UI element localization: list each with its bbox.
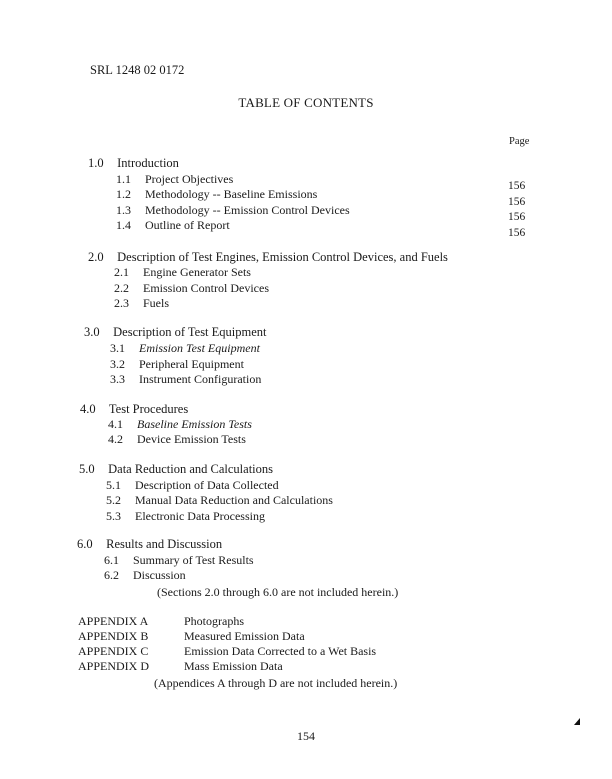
item-title: Peripheral Equipment — [139, 357, 244, 371]
section-number: 4.0 — [80, 402, 96, 416]
appendix-label: APPENDIX D — [78, 659, 150, 673]
page-ref: 156 — [508, 196, 526, 208]
section-title: Data Reduction and Calculations — [108, 462, 274, 476]
toc-item — [116, 219, 230, 231]
toc-item — [116, 204, 350, 216]
item-title: Description of Data Collected — [135, 478, 279, 492]
appendix-label: APPENDIX A — [78, 614, 149, 628]
toc-item — [116, 188, 317, 200]
item-number: 3.2 — [110, 357, 125, 371]
item-number: 6.2 — [104, 568, 119, 582]
item-title: Fuels — [143, 296, 170, 310]
item-title: Manual Data Reduction and Calculations — [135, 493, 333, 507]
section-number: 5.0 — [79, 462, 95, 476]
item-number: 4.2 — [108, 432, 123, 446]
item-title: Methodology -- Emission Control Devices — [145, 203, 350, 217]
section-number: 3.0 — [84, 325, 100, 339]
appendices-note: (Appendices A through D are not included herein.) — [154, 676, 398, 690]
sections-note: (Sections 2.0 through 6.0 are not included herein.) — [157, 585, 399, 599]
item-number: 5.2 — [106, 493, 121, 507]
appendix-title: Measured Emission Data — [184, 629, 305, 643]
item-title: Instrument Configuration — [139, 372, 262, 386]
item-title: Engine Generator Sets — [143, 265, 251, 279]
item-number: 1.4 — [116, 218, 131, 232]
item-number: 1.3 — [116, 203, 131, 217]
toc-item — [106, 479, 279, 491]
item-title: Summary of Test Results — [133, 553, 254, 567]
section-number: 1.0 — [88, 156, 104, 170]
section-title: Description of Test Engines, Emission Control Devices, and Fuels — [117, 250, 448, 264]
toc-item — [110, 342, 260, 354]
appendix-label: APPENDIX B — [78, 629, 149, 643]
toc-item — [110, 373, 261, 385]
item-title: Emission Control Devices — [143, 281, 269, 295]
corner-mark-icon — [574, 718, 580, 725]
item-title: Emission Test Equipment — [139, 341, 260, 355]
section-heading — [88, 251, 448, 264]
section-title: Introduction — [117, 156, 179, 170]
section-heading — [80, 403, 188, 416]
item-number: 5.1 — [106, 478, 121, 492]
toc-item — [106, 494, 333, 506]
toc-item — [116, 173, 233, 185]
page-ref: 156 — [508, 180, 526, 192]
toc-item — [108, 433, 246, 445]
toc-item — [108, 418, 252, 430]
page-number: 154 — [297, 729, 315, 743]
appendix-title: Mass Emission Data — [184, 659, 283, 673]
toc-item — [114, 266, 251, 278]
item-number: 1.1 — [116, 172, 131, 186]
item-title: Project Objectives — [145, 172, 234, 186]
section-title: Results and Discussion — [106, 537, 223, 551]
item-title: Outline of Report — [145, 218, 230, 232]
toc-item — [104, 569, 186, 581]
section-number: 2.0 — [88, 250, 104, 264]
section-heading — [79, 463, 273, 476]
section-heading — [88, 157, 179, 170]
appendix-title: Photographs — [184, 614, 244, 628]
document-id: SRL 1248 02 0172 — [90, 63, 185, 77]
section-heading — [84, 326, 267, 339]
item-title: Electronic Data Processing — [135, 509, 265, 523]
item-number: 2.2 — [114, 281, 129, 295]
page-ref: 156 — [508, 227, 526, 239]
toc-item — [114, 282, 269, 294]
item-number: 3.3 — [110, 372, 125, 386]
page-title: TABLE OF CONTENTS — [238, 95, 374, 110]
item-number: 1.2 — [116, 187, 131, 201]
section-title: Test Procedures — [108, 402, 189, 416]
item-title: Discussion — [133, 568, 186, 582]
item-title: Device Emission Tests — [137, 432, 246, 446]
page-column-header: Page — [509, 136, 530, 147]
item-title: Baseline Emission Tests — [137, 417, 252, 431]
item-number: 6.1 — [104, 553, 119, 567]
section-title: Description of Test Equipment — [113, 325, 267, 339]
page-ref: 156 — [508, 211, 526, 223]
section-heading — [77, 538, 222, 551]
appendix-title: Emission Data Corrected to a Wet Basis — [184, 644, 377, 658]
toc-item — [106, 510, 265, 522]
item-title: Methodology -- Baseline Emissions — [145, 187, 318, 201]
item-number: 3.1 — [110, 341, 125, 355]
toc-item — [110, 358, 244, 370]
item-number: 5.3 — [106, 509, 121, 523]
item-number: 4.1 — [108, 417, 123, 431]
item-number: 2.1 — [114, 265, 129, 279]
item-number: 2.3 — [114, 296, 129, 310]
section-number: 6.0 — [77, 537, 93, 551]
toc-item — [114, 297, 169, 309]
appendix-label: APPENDIX C — [78, 644, 149, 658]
toc-item — [104, 554, 254, 566]
